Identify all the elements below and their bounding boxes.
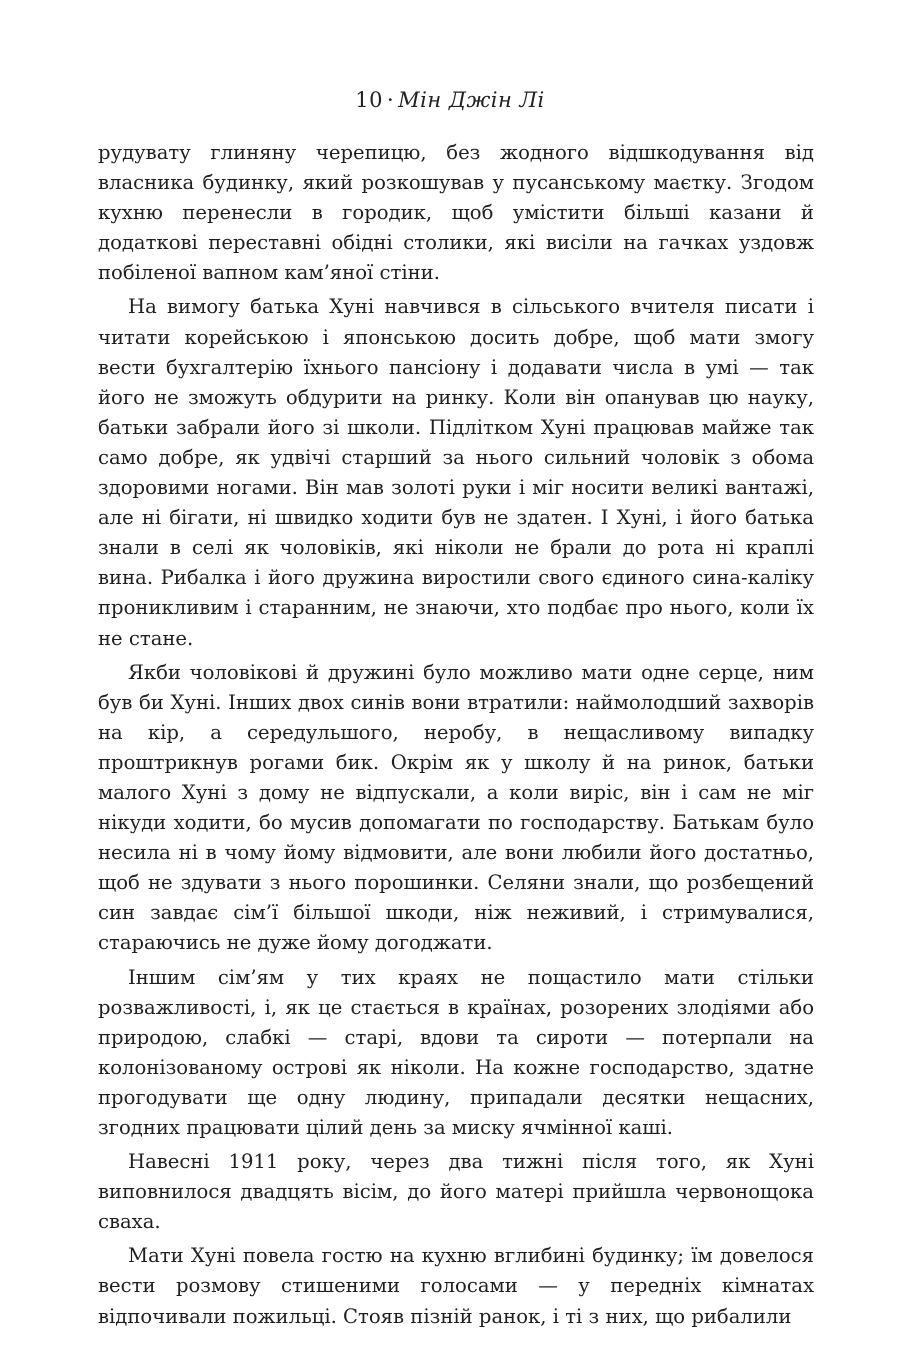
paragraph: Іншим сім’ям у тих краях не пощастило мати стільки розважливості, і, як це стається в країнах, розорених злодіями або природою, слабкі — старі, вдови та сироти — потерпали на колонізованому острові як ніколи. На кожне господарство, здатне прогодувати ще одну людину, припадали десятки нещасних, згодних працювати цілий день за миску ячмінної каші. [98, 965, 814, 1139]
page-number: 10 [355, 88, 383, 112]
paragraph: На вимогу батька Хуні навчився в сільського вчителя писати і читати корейською і японською досить добре, щоб мати змогу вести бухгалтерію їхнього пансіону і додавати числа в умі — так його не зможуть обдурити на ринку. Коли він опанував цю науку, батьки забрали його зі школи. Підлітком Хуні працював майже так само добре, як удвічі старший за нього сильний чоловік з обома здоровими ногами. Він мав золоті руки і міг носити великі вантажі, але ні бігати, ні швидко ходити був не здатен. І Хуні, і його батька знали в селі як чоловіків, які ніколи не брали до рота ні краплі вина. Рибалка і його дружина виростили свого єдиного сина-каліку проникливим і старанним, не знаючи, хто подбає про нього, коли їх не стане. [98, 295, 814, 650]
paragraph-continued: рудувату глиняну черепицю, без жодного відшкодування від власника будинку, який розкошував у пусанському маєтку. Згодом кухню перенесли в городик, щоб умістити більші казани й додаткові переставні обідні столики, які висіли на гачках уздовж побіленої вапном кам’яної стіни. [98, 141, 814, 285]
running-header [0, 86, 900, 114]
author-name: Мін Джін Лі [398, 88, 545, 112]
paragraph: Навесні 1911 року, через два тижні після того, як Хуні виповнилося двадцять вісім, до його матері прийшла червонощока сваха. [98, 1150, 814, 1234]
body-text [98, 138, 814, 1332]
paragraph: Мати Хуні повела гостю на кухню вглибині будинку; їм довелося вести розмову стишеними голосами — у передніх кімнатах відпочивали пожильці. Стояв пізній ранок, і ті з них, що рибалили [98, 1244, 814, 1328]
header-separator: · [386, 88, 395, 112]
paragraph: Якби чоловікові й дружині було можливо мати одне серце, ним був би Хуні. Інших двох синів вони втратили: наймолодший захворів на кір, а середульшого, неробу, в нещасливому випадку проштрикнув рогами бик. Окрім як у школу й на ринок, батьки малого Хуні з дому не відпускали, а коли виріс, він і сам не міг нікуди ходити, бо мусив допомагати по господарству. Батькам було несила ні в чому йому відмовити, але вони любили його достатньо, щоб не здувати з нього порошинки. Селяни знали, що розбещений син завдає сім’ї більшої шкоди, ніж неживий, і стримувалися, стараючись не дуже йому догоджати. [98, 660, 814, 955]
